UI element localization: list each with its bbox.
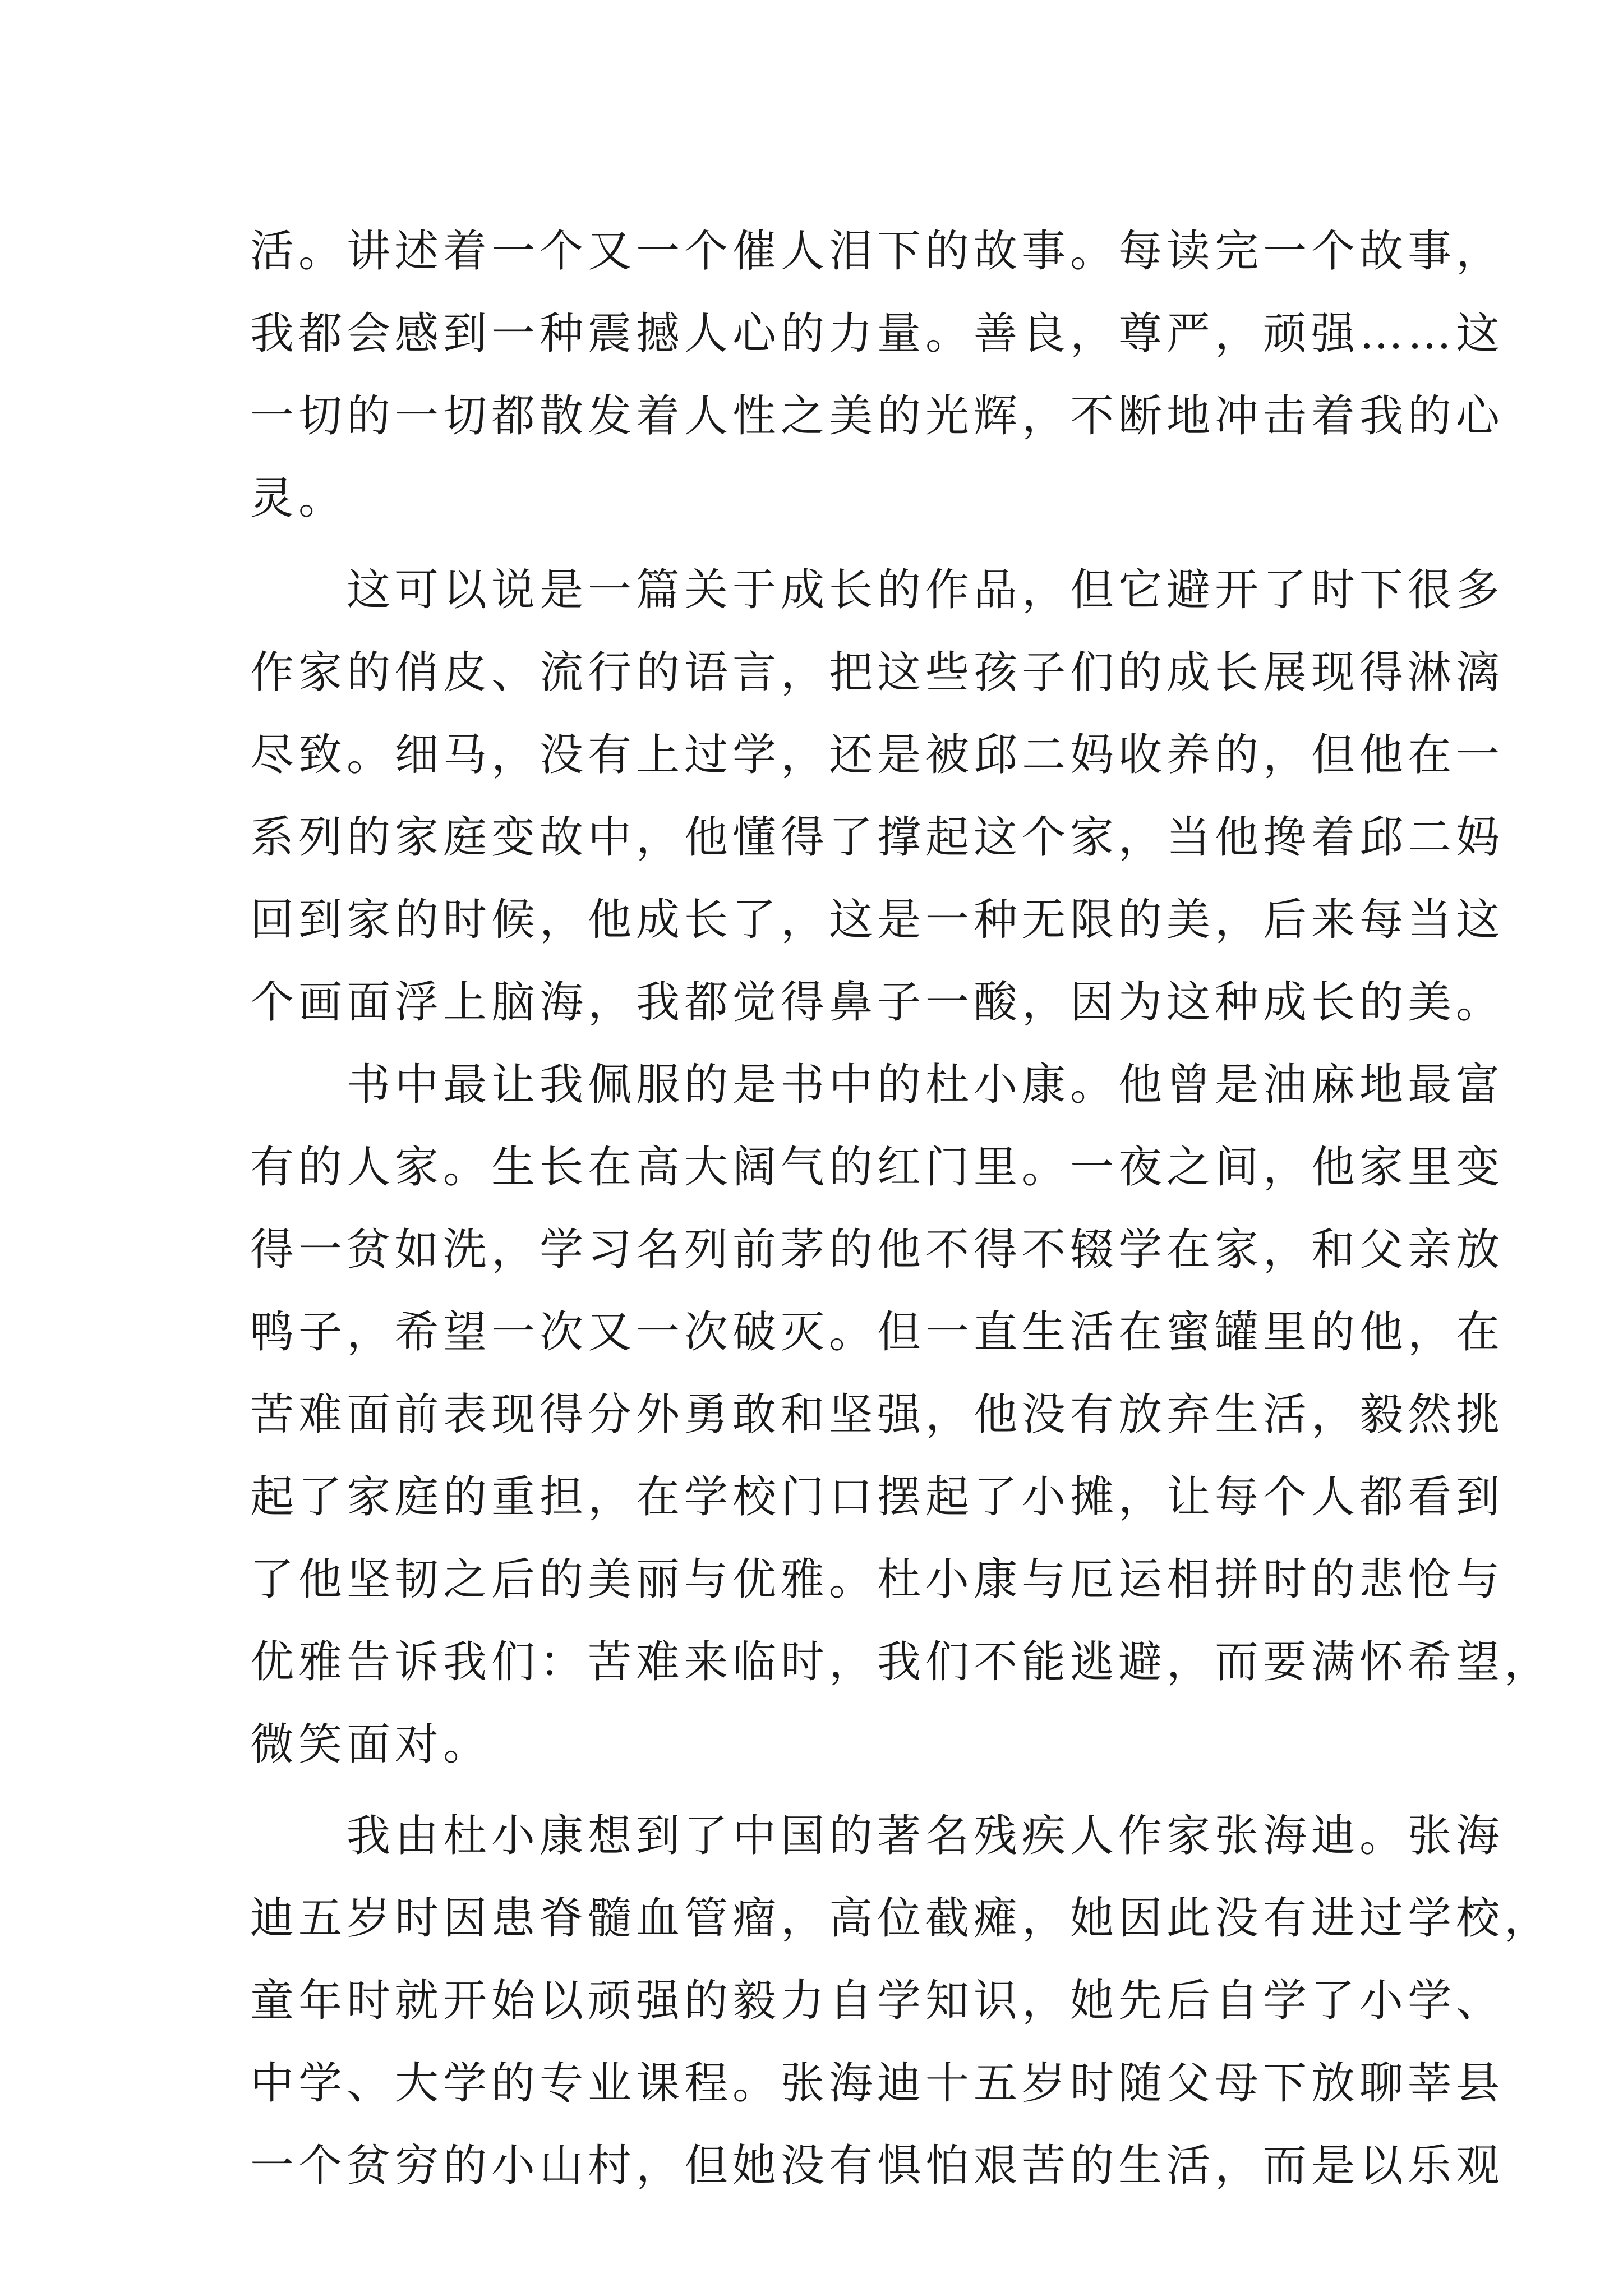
text-line: 我都会感到一种震撼人心的力量。善良，尊严，顽强……这 bbox=[250, 309, 1505, 359]
text-line: 童年时就开始以顽强的毅力自学知识，她先后自学了小学、 bbox=[250, 1976, 1505, 2026]
text-line: 优雅告诉我们：苦难来临时，我们不能逃避，而要满怀希望， bbox=[250, 1637, 1553, 1687]
document-body bbox=[250, 210, 1553, 2207]
text-line: 微笑面对。 bbox=[250, 1719, 492, 1770]
text-line: 回到家的时候，他成长了，这是一种无限的美，后来每当这 bbox=[250, 895, 1505, 945]
text-line: 起了家庭的重担，在学校门口摆起了小摊，让每个人都看到 bbox=[250, 1472, 1505, 1522]
text-line: 苦难面前表现得分外勇敢和坚强，他没有放弃生活，毅然挑 bbox=[250, 1389, 1505, 1440]
text-line: 一切的一切都散发着人性之美的光辉，不断地冲击着我的心 bbox=[250, 391, 1505, 441]
paragraph bbox=[250, 549, 1505, 1044]
text-line: 了他坚韧之后的美丽与优雅。杜小康与厄运相拼时的悲怆与 bbox=[250, 1554, 1505, 1605]
text-line: 尽致。细马，没有上过学，还是被邱二妈收养的，但他在一 bbox=[250, 730, 1505, 780]
text-line: 迪五岁时因患脊髓血管瘤，高位截瘫，她因此没有进过学校， bbox=[250, 1893, 1553, 1944]
paragraph bbox=[250, 210, 1505, 540]
text-line: 这可以说是一篇关于成长的作品，但它避开了时下很多 bbox=[250, 565, 1505, 615]
text-line: 系列的家庭变故中，他懂得了撑起这个家，当他搀着邱二妈 bbox=[250, 812, 1505, 863]
text-line: 书中最让我佩服的是书中的杜小康。他曾是油麻地最富 bbox=[250, 1060, 1505, 1110]
text-line: 一个贫穷的小山村，但她没有惧怕艰苦的生活，而是以乐观 bbox=[250, 2141, 1505, 2191]
text-line: 鸭子，希望一次又一次破灭。但一直生活在蜜罐里的他，在 bbox=[250, 1307, 1505, 1358]
paragraph bbox=[250, 1795, 1553, 2207]
text-line: 中学、大学的专业课程。张海迪十五岁时随父母下放聊莘县 bbox=[250, 2058, 1505, 2109]
text-line: 个画面浮上脑海，我都觉得鼻子一酸，因为这种成长的美。 bbox=[250, 977, 1505, 1028]
text-line: 得一贫如洗，学习名列前茅的他不得不辍学在家，和父亲放 bbox=[250, 1225, 1505, 1275]
paragraph bbox=[250, 1044, 1553, 1786]
text-line: 有的人家。生长在高大阔气的红门里。一夜之间，他家里变 bbox=[250, 1142, 1505, 1193]
text-line: 作家的俏皮、流行的语言，把这些孩子们的成长展现得淋漓 bbox=[250, 647, 1505, 698]
text-line: 活。讲述着一个又一个催人泪下的故事。每读完一个故事， bbox=[250, 226, 1505, 277]
text-line: 我由杜小康想到了中国的著名残疾人作家张海迪。张海 bbox=[250, 1811, 1505, 1861]
text-line: 灵。 bbox=[250, 473, 347, 524]
